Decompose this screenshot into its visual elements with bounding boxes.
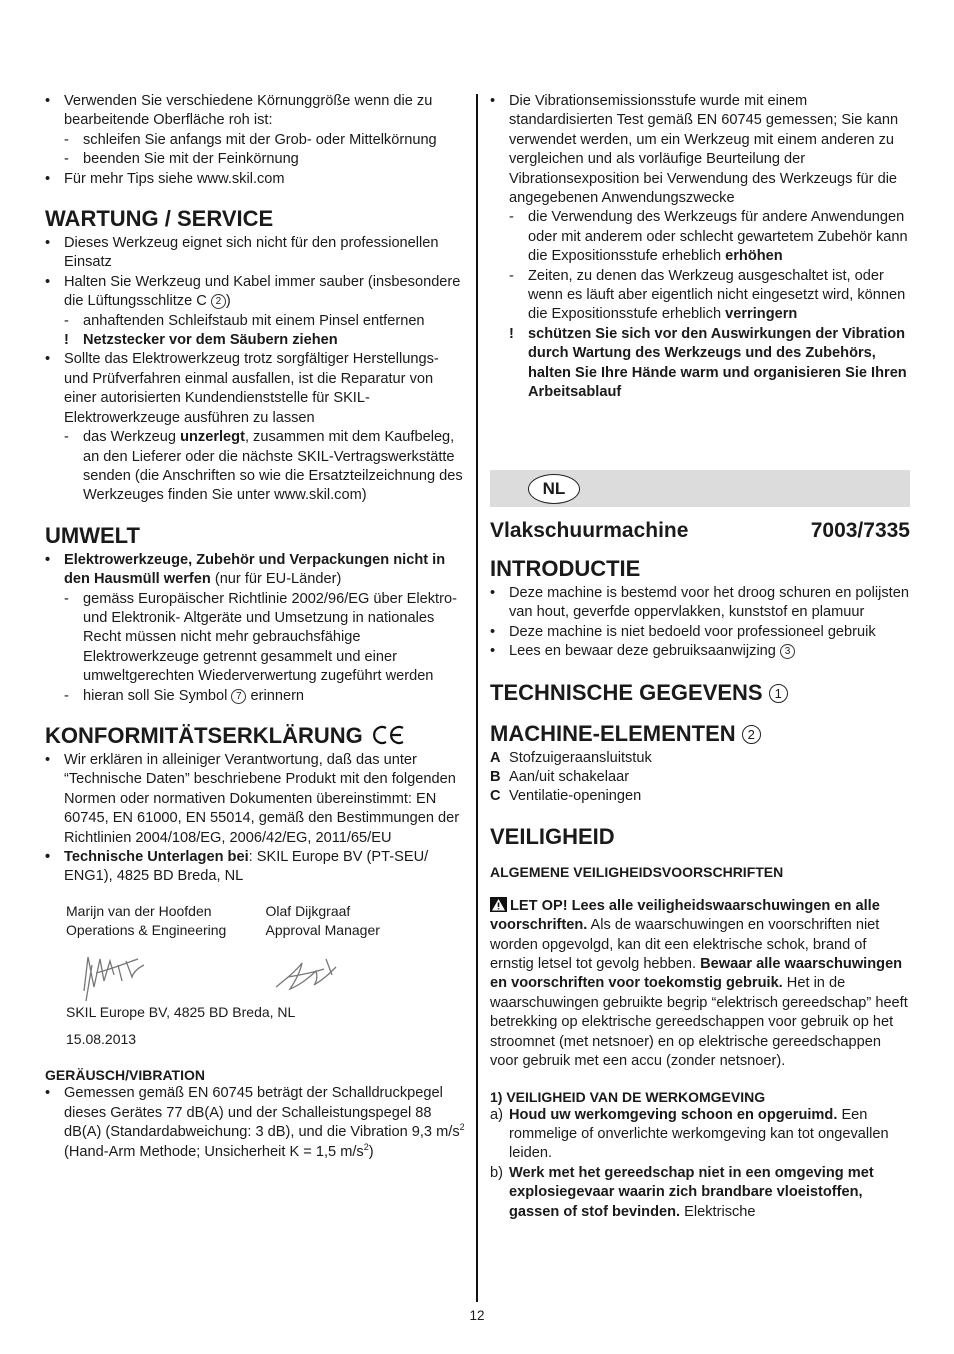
product-title [490, 518, 910, 544]
sub-item: - anhaftenden Schleifstaub mit einem Pinsel entfernen [64, 312, 425, 329]
sub-text: beenden Sie mit der Feinkörnung [83, 151, 299, 168]
section-title-text: KONFORMITÄTSERKLÄRUNG [45, 722, 363, 748]
superscript: 2 [363, 1141, 369, 1152]
bullet-text: Verwenden Sie verschiedene Körnunggröße wenn die zu bearbeitende Oberfläche roh ist: [64, 93, 433, 129]
sub-text: das Werkzeug [83, 429, 181, 446]
sub-item: - beenden Sie mit der Feinkörnung [64, 151, 299, 168]
list-item [490, 1106, 910, 1164]
sub-text: anhaftenden Schleifstaub mit einem Pinsel entfernen [83, 312, 425, 329]
list-key: b) [490, 1164, 503, 1181]
bullet-text: Wir erklären in alleiniger Verantwortung, daß das unter “Technische Daten” beschriebene Produkt mit den folgenden Normen oder normativen Dokumenten übereinstimmt: EN 60745, EN 61000, EN 55014, gemäß den Bestimmungen der Richtlinien 2004/108/EG, 2006/42/EG, 2011/65/EU [64, 751, 460, 846]
section-title-technische [490, 680, 910, 706]
element-value: Stofzuigeraansluitstuk [509, 749, 652, 766]
list-bold-text: Houd uw werkomgeving schoon en opgeruimd. [509, 1106, 838, 1123]
language-badge: NL [528, 474, 580, 504]
element-row [490, 749, 910, 768]
element-value: Aan/uit schakelaar [509, 769, 630, 786]
list-item: • Für mehr Tips siehe www.skil.com [45, 170, 285, 187]
element-key: B [490, 769, 501, 786]
list-item: • Gemessen gemäß EN 60745 beträgt der Schalldruckpegel dieses Gerätes 77 dB(A) und der Schalleistungspegel 88 dB(A) (Standardabweichung: 3 dB), und die Vibration 9,3 $m/s^2$ (Hand-Arm Methode; Unsicherheit K = 1,5 $m/s^2$) [45, 1085, 465, 1160]
bullet-text: Gemessen gemäß EN 60745 beträgt der Schalldruckpegel dieses Gerätes 77 dB(A) und der Schalleistungspegel 88 dB(A) (Standardabweichung: 3 dB), und die Vibration 9,3 m/s [64, 1085, 460, 1141]
warning-text: Netzstecker vor dem Säubern ziehen [83, 332, 338, 349]
sub-bold-text: erhöhen [725, 248, 783, 265]
figure-number-badge: 2 [742, 725, 761, 744]
column-divider [476, 94, 478, 1302]
sub-text: schleifen Sie anfangs mit der Grob- oder Mittelkörnung [83, 131, 437, 148]
element-key: C [490, 788, 501, 805]
list-text: Elektrische [680, 1203, 756, 1220]
sub-text: erinnern [246, 687, 305, 704]
paragraph-text: Als de waarschuwingen en voorschriften niet worden opgevolgd, kan dit een elektrische schok, brand of ernstig letsel tot gevolg hebben. [490, 917, 880, 973]
warning-triangle-icon [490, 897, 507, 912]
signature-block [45, 902, 465, 941]
section-title-wartung: WARTUNG / SERVICE [45, 206, 274, 232]
list-item: • Deze machine is niet bedoeld voor professioneel gebruik [490, 623, 876, 640]
language-bar [490, 470, 910, 507]
section-title-umwelt: UMWELT [45, 522, 140, 548]
figure-number-badge: 1 [769, 684, 788, 703]
list-item: • Wir erklären in alleiniger Verantwortung, daß das unter “Technische Daten” beschriebene Produkt mit den folgenden Normen oder normativen Dokumenten übereinstimmt: EN 60745, EN 61000, EN 55014, gemäß den Bestimmungen der Richtlinien 2004/108/EG, 2006/42/EG, 2011/65/EU [45, 751, 460, 846]
signature-1-image [66, 951, 146, 1003]
superscript: 2 [459, 1122, 465, 1133]
warning-text: schützen Sie sich vor den Auswirkungen der Vibration durch Wartung des Werkzeugs und des Zubehörs, halten Sie Ihre Hände warm und organisieren Sie Ihren Arbeitsablauf [528, 325, 907, 401]
bullet-bold-text: Technische Unterlagen bei [64, 849, 249, 865]
sub-text: die Verwendung des Werkzeugs für andere Anwendungen oder mit anderem oder schlecht gewartetem Zubehör kann die Expositionsstufe erheblich [528, 209, 908, 265]
list-item: • Sollte das Elektrowerkzeug trotz sorgfältiger Herstellungs- und Prüfverfahren einmal ausfallen, ist die Reparatur von einer autorisierten Kundendienststelle für SKIL-Elektrowerkzeuge ausführen zu lassen [45, 351, 439, 426]
list-item: • Deze machine is bestemd voor het droog schuren en polijsten van hout, geverfde oppervlakken, kunststof en plamuur [490, 585, 909, 621]
paragraph-bold-text: Bewaar alle waarschuwingen en voorschriften voor toekomstig gebruik. [490, 956, 903, 992]
sub-text: , zusammen mit dem Kaufbeleg, an den Lieferer oder die nächste SKIL-Vertragswerkstätte senden (die Anschriften so wie die Ersatzteilzeichnung des Werkzeuges finden Sie unter www.skil.com) [83, 429, 463, 504]
sub-item: - gemäss Europäischer Richtlinie 2002/96/EG über Elektro- und Elektronik- Altgeräte und Umsetzung in nationales Recht müssen nicht mehr gebrauchsfähige Elektrowerkzeuge getrennt gesammelt und einer umweltgerechten Wiederverwertung zugeführt werden [64, 590, 457, 685]
section-title-introductie: INTRODUCTIE [490, 556, 641, 581]
figure-number-badge: 2 [211, 294, 226, 309]
section-title-elementen [490, 721, 910, 747]
company-address: SKIL Europe BV, 4825 BD Breda, NL [66, 1003, 296, 1020]
bullet-text: : SKIL Europe BV (PT-SEU/ ENG1), 4825 BD Breda, NL [64, 849, 429, 885]
right-column-nl [490, 518, 910, 1222]
list-item: • Die Vibrationsemissionsstufe wurde mit einem standardisierten Test gemäß EN 60745 gemessen; Sie kann verwendet werden, um ein Werkzeug mit einem anderen zu vergleichen und als vorläufige Beurteilung der Vibrationsexposition bei Verwendung des Werkzeugs für die angegebenen Anwendungszwecke [490, 93, 899, 207]
list-item: • Technische Unterlagen bei: SKIL Europe BV (PT-SEU/ ENG1), 4825 BD Breda, NL [45, 849, 429, 885]
section-title-konformitaet [45, 723, 465, 749]
bullet-text: Die Vibrationsemissionsstufe wurde mit einem standardisierten Test gemäß EN 60745 gemessen; Sie kann verwendet werden, um ein Werkzeug mit einem anderen zu vergleichen und als vorläufige Beurteilung der Vibrationsexposition bei Verwendung des Werkzeugs für die angegebenen Anwendungszwecke [509, 93, 899, 207]
warning-paragraph [490, 897, 910, 1072]
bullet-text: Dieses Werkzeug eignet sich nicht für den professionellen Einsatz [64, 235, 439, 271]
bullet-text: Sollte das Elektrowerkzeug trotz sorgfältiger Herstellungs- und Prüfverfahren einmal ausfallen, ist die Reparatur von einer autorisierten Kundendienststelle für SKIL-Elektrowerkzeuge ausführen zu lassen [64, 351, 439, 426]
right-column [490, 92, 910, 403]
signature-date: 15.08.2013 [66, 1031, 137, 1048]
signatory-role: Operations & Engineering [66, 922, 227, 939]
bullet-text: ) [225, 293, 231, 310]
warning-item: ! schützen Sie sich vor den Auswirkungen der Vibration durch Wartung des Werkzeugs und des Zubehörs, halten Sie Ihre Hände warm und organisieren Sie Ihren Arbeitsablauf [509, 325, 907, 401]
bullet-text: Halten Sie Werkzeug und Kabel immer sauber (insbesondere die Lüftungsschlitze C [64, 273, 461, 310]
section-title-geraeusch: GERÄUSCH/VIBRATION [45, 1067, 205, 1084]
bullet-bold-text: Elektrowerkzeuge, Zubehör und Verpackungen nicht in den Hausmüll werfen [64, 551, 446, 588]
sub-text: gemäss Europäischer Richtlinie 2002/96/EG über Elektro- und Elektronik- Altgeräte und Umsetzung in nationales Recht müssen nicht mehr gebrauchsfähige Elektrowerkzeuge getrennt gesammelt und einer umweltgerechten Wiederverwertung zugeführt werden [83, 590, 457, 685]
section-title-veiligheid: VEILIGHEID [490, 823, 615, 849]
signatory-role: Approval Manager [265, 922, 380, 939]
section-title-text: MACHINE-ELEMENTEN [490, 720, 736, 746]
warning-bold-text: LET OP! Lees alle veiligheidswaarschuwingen en alle voorschriften. [490, 897, 880, 934]
paragraph-text: Het in de waarschuwingen gebruikte begrip “elektrisch gereedschap” heeft betrekking op elektrische gereedschappen voor gebruik op het stroomnet (met netsnoer) en op elektrische gereedschappen voor gebruik met een accu (zonder netsnoer). [490, 975, 908, 1070]
list-item [490, 1164, 910, 1222]
section-title-text: TECHNISCHE GEGEVENS [490, 679, 763, 705]
element-key: A [490, 749, 501, 766]
sub-item: - Zeiten, zu denen das Werkzeug ausgeschaltet ist, oder wenn es läuft aber eigentlich nicht eingesetzt wird, können die Expositionsstufe erheblich verringern [509, 267, 906, 323]
sub-item: - das Werkzeug unzerlegt, zusammen mit dem Kaufbeleg, an den Lieferer oder die nächste SKIL-Vertragswerkstätte senden (die Anschriften so wie die Ersatzteilzeichnung des Werkzeuges finden Sie unter www.skil.com) [64, 429, 463, 504]
signature-2-image [266, 949, 346, 1001]
figure-number-badge: 3 [780, 644, 795, 659]
figure-number-badge: 7 [231, 689, 246, 704]
element-row [490, 787, 910, 806]
subsection-title-algemene: ALGEMENE VEILIGHEIDSVOORSCHRIFTEN [490, 863, 784, 880]
sub-item: - hieran soll Sie Symbol 7 erinnern [64, 687, 305, 704]
list-bold-text: Werk met het gereedschap niet in een omgeving met explosiegevaar waarin zich brandbare vloeistoffen, gassen of stof bevinden. [509, 1164, 874, 1220]
bullet-text: Für mehr Tips siehe www.skil.com [64, 170, 285, 187]
sub-item: - die Verwendung des Werkzeugs für andere Anwendungen oder mit anderem oder schlecht gewartetem Zubehör kann die Expositionsstufe erheblich erhöhen [509, 209, 908, 265]
list-text: Een rommelige of onverlichte werkomgeving kan tot ongevallen leiden. [509, 1106, 889, 1162]
bullet-text: ) [368, 1143, 374, 1160]
list-item: • Lees en bewaar deze gebruiksaanwijzing 3 [490, 642, 910, 661]
ce-mark-icon [371, 725, 407, 745]
bullet-text: Lees en bewaar deze gebruiksaanwijzing [509, 643, 776, 660]
product-model: 7003/7335 [810, 519, 910, 542]
element-value: Ventilatie-openingen [509, 788, 642, 805]
list-key: a) [490, 1106, 503, 1123]
bullet-text: (Hand-Arm Methode; Unsicherheit K = 1,5 m/s [64, 1143, 364, 1160]
list-item: • Halten Sie Werkzeug und Kabel immer sauber (insbesondere die Lüftungsschlitze C 2 ) [45, 273, 461, 310]
sub-bold-text: unzerlegt [180, 429, 245, 446]
signatory-name: Marijn van der Hoofden [66, 902, 212, 919]
bullet-text: (nur für EU-Länder) [210, 571, 342, 588]
warning-item: ! Netzstecker vor dem Säubern ziehen [64, 332, 338, 349]
element-row [490, 768, 910, 787]
bullet-text: Deze machine is niet bedoeld voor professioneel gebruik [509, 623, 876, 640]
sub-text: Zeiten, zu denen das Werkzeug ausgeschaltet ist, oder wenn es läuft aber eigentlich nicht eingesetzt wird, können die Expositionsstufe erheblich [528, 267, 906, 323]
signatory-name: Olaf Dijkgraaf [265, 902, 351, 919]
list-item: • Verwenden Sie verschiedene Körnunggröße wenn die zu bearbeitende Oberfläche roh ist: [45, 93, 433, 129]
left-column [45, 92, 465, 1162]
subsection-title-werkomgeving: 1) VEILIGHEID VAN DE WERKOMGEVING [490, 1088, 766, 1105]
sub-text: hieran soll Sie Symbol [83, 687, 232, 704]
sub-item: - schleifen Sie anfangs mit der Grob- oder Mittelkörnung [64, 131, 437, 148]
bullet-text: Deze machine is bestemd voor het droog schuren en polijsten van hout, geverfde oppervlakken, kunststof en plamuur [509, 585, 909, 621]
list-item: • Dieses Werkzeug eignet sich nicht für den professionellen Einsatz [45, 235, 439, 271]
sub-bold-text: verringern [725, 306, 798, 323]
list-item: • Elektrowerkzeuge, Zubehör und Verpackungen nicht in den Hausmüll werfen (nur für EU-Länder) [45, 551, 446, 588]
page-number: 12 [469, 1308, 485, 1323]
signature-images [45, 941, 465, 1003]
product-name: Vlakschuurmachine [490, 519, 689, 542]
